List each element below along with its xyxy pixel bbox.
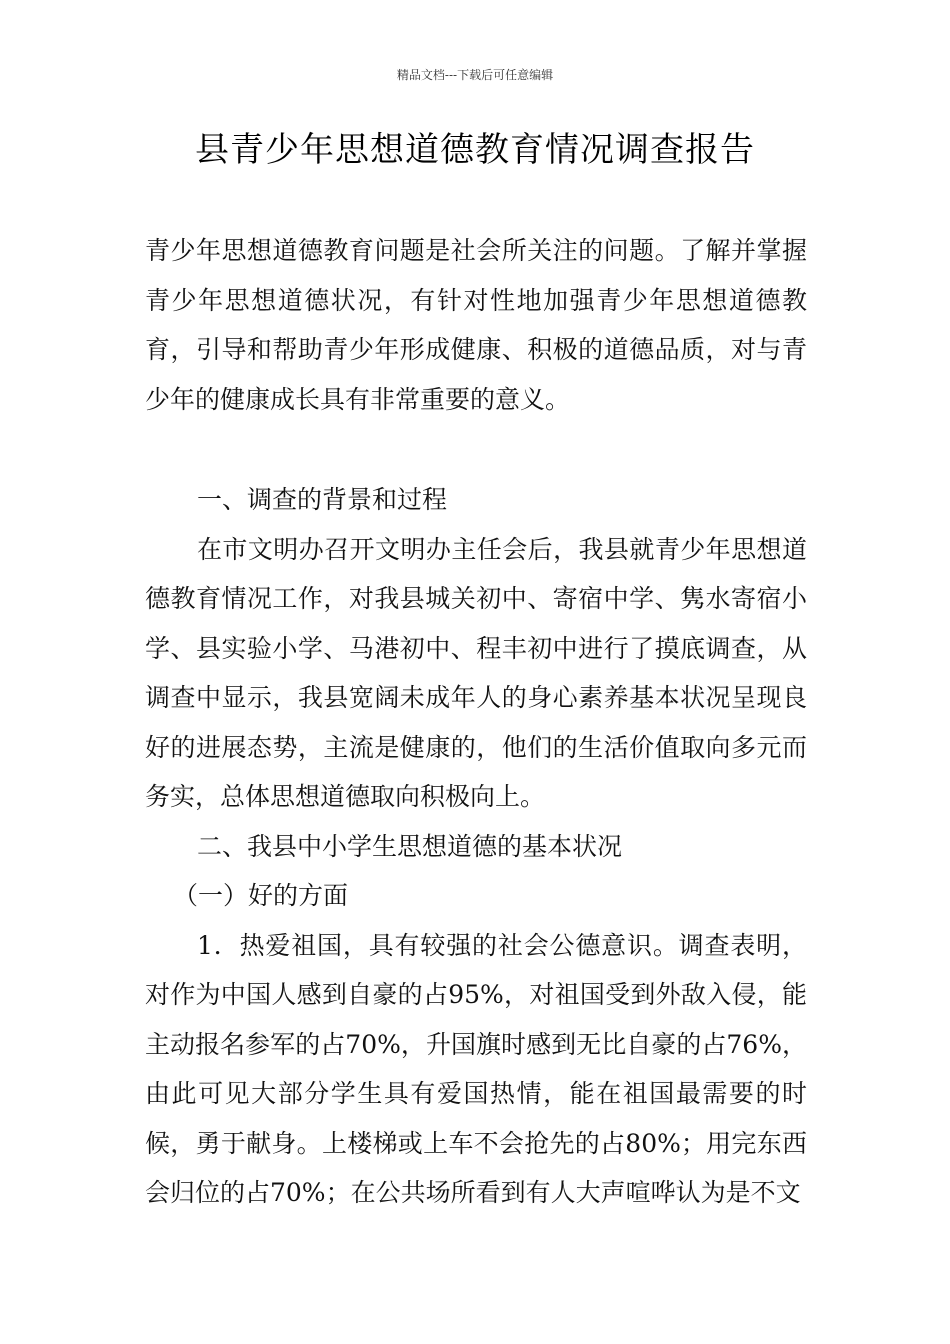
main-section bbox=[145, 475, 807, 1218]
subsection1-heading: （一）好的方面 bbox=[173, 881, 349, 910]
section2-heading: 二、我县中小学生思想道德的基本状况 bbox=[197, 831, 623, 861]
intro-paragraph: 青少年思想道德教育问题是社会所关注的问题。了解并掌握青少年思想道德状况，有针对性地加强青少年思想道德教育，引导和帮助青少年形成健康、积极的道德品质，对与青少年的健康成长具有非常重要的意义。 bbox=[145, 236, 807, 414]
intro-section bbox=[145, 226, 807, 424]
header-note: 精品文档---下载后可任意编辑 bbox=[396, 68, 554, 82]
document-title: 县青少年思想道德教育情况调查报告 bbox=[195, 130, 755, 170]
section1-paragraph: 在市文明办召开文明办主任会后，我县就青少年思想道德教育情况工作，对我县城关初中、寄宿中学、隽水寄宿小学、县实验小学、马港初中、程丰初中进行了摸底调查，从调查中显示，我县宽阔未成年人的身心素养基本状况呈现良好的进展态势，主流是健康的，他们的生活价值取向多元而务实，总体思想道德取向积极向上。 bbox=[145, 534, 807, 811]
item1-paragraph: 1．热爱祖国，具有较强的社会公德意识。调查表明，对作为中国人感到自豪的占95%，对祖国受到外敌入侵，能主动报名参军的占70%，升国旗时感到无比自豪的占76%，由此可见大部分学生具有爱国热情，能在祖国最需要的时候，勇于献身。上楼梯或上车不会抢先的占80%；用完东西会归位的占70%；在公共场所看到有人大声喧哗认为是不文 bbox=[145, 930, 807, 1207]
section1-heading: 一、调查的背景和过程 bbox=[197, 485, 448, 514]
